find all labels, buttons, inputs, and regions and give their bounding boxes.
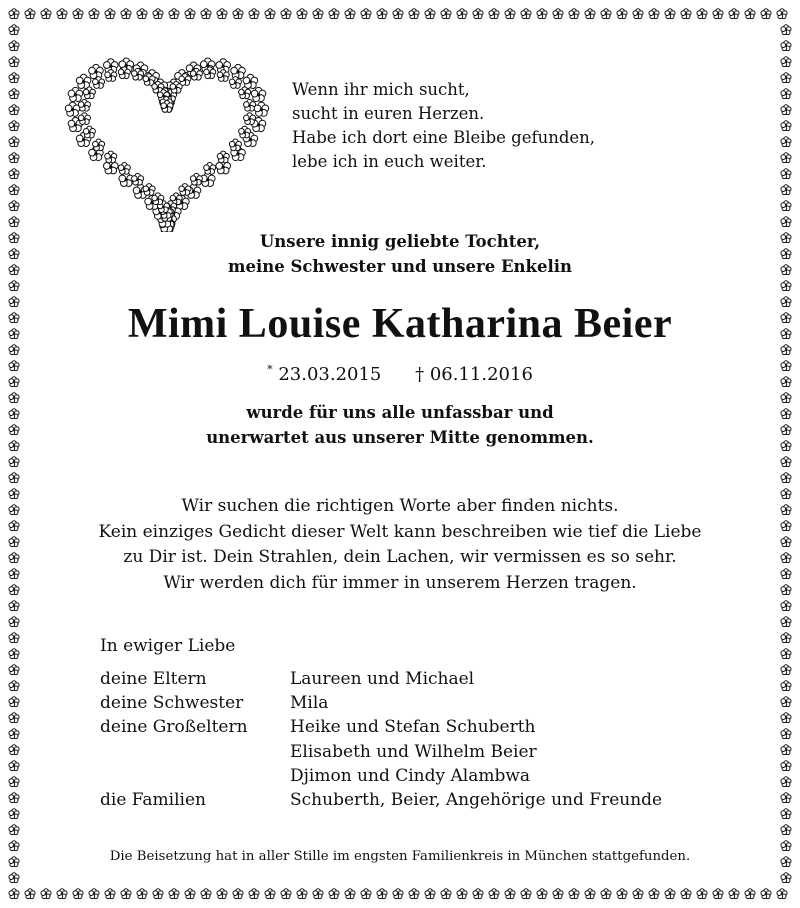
funeral-note: Die Beisetzung hat in aller Stille im engsten Familienkreis in München stattgefunden. [109,849,691,864]
statement-line: wurde für uns alle unfassbar und [246,403,554,422]
mourner-names: Heike und Stefan Schuberth [290,717,536,738]
mourner-names: Laureen und Michael [290,669,475,689]
flower-heart-icon [62,52,272,232]
poem-line: Habe ich dort eine Bleibe gefunden, [292,128,596,147]
verse-line: Kein einziges Gedicht dieser Welt kann beschreiben wie tief die Liebe [98,521,702,542]
mourner-names: Djimon und Cindy Alambwa [290,765,531,786]
mourner-names: Elisabeth und Wilhelm Beier [290,741,537,762]
mourner-row [100,764,662,788]
poem [292,78,595,174]
mourner-row [100,788,662,812]
mourner-names: Mila [290,693,329,714]
birth-symbol: * [267,363,273,376]
intro-text [30,229,770,279]
poem-line: lebe ich in euch weiter. [292,152,487,171]
verse-line: zu Dir ist. Dein Strahlen, dein Lachen, wir vermissen es so sehr. [123,547,677,567]
statement-line: unerwartet aus unserer Mitte genommen. [206,428,594,447]
mourner-relation [100,740,290,764]
statement-text [30,400,770,450]
verse-line: Wir suchen die richtigen Worte aber finden nichts. [181,496,619,516]
poem-line: sucht in euren Herzen. [292,104,485,123]
mourner-row [100,715,662,739]
deceased-name: Mimi Louise Katharina Beier [127,301,673,347]
life-dates [30,358,770,387]
verse-text [30,494,770,596]
birth-date-group [267,358,381,387]
death-date: 06.11.2016 [429,364,533,385]
intro-line: Unsere innig geliebte Tochter, [259,232,541,251]
mourner-relation: deine Schwester [100,693,244,714]
birth-date: 23.03.2015 [278,364,382,385]
mourner-relation [100,764,290,788]
love-heading: In ewiger Liebe [100,636,236,656]
death-symbol: † [415,364,425,385]
death-date-group [415,363,533,387]
mourner-row [100,667,662,691]
mourner-relation: die Familien [100,790,207,811]
verse-line: Wir werden dich für immer in unserem Herzen tragen. [163,572,637,593]
mourner-row [100,740,662,764]
intro-line: meine Schwester und unsere Enkelin [228,257,572,276]
mourner-names: Schuberth, Beier, Angehörige und Freunde [290,790,663,811]
mourner-row [100,691,662,715]
mourners-list [100,667,662,812]
poem-line: Wenn ihr mich sucht, [292,80,470,99]
mourner-relation: deine Eltern [100,669,207,689]
mourner-relation: deine Großeltern [100,717,248,738]
